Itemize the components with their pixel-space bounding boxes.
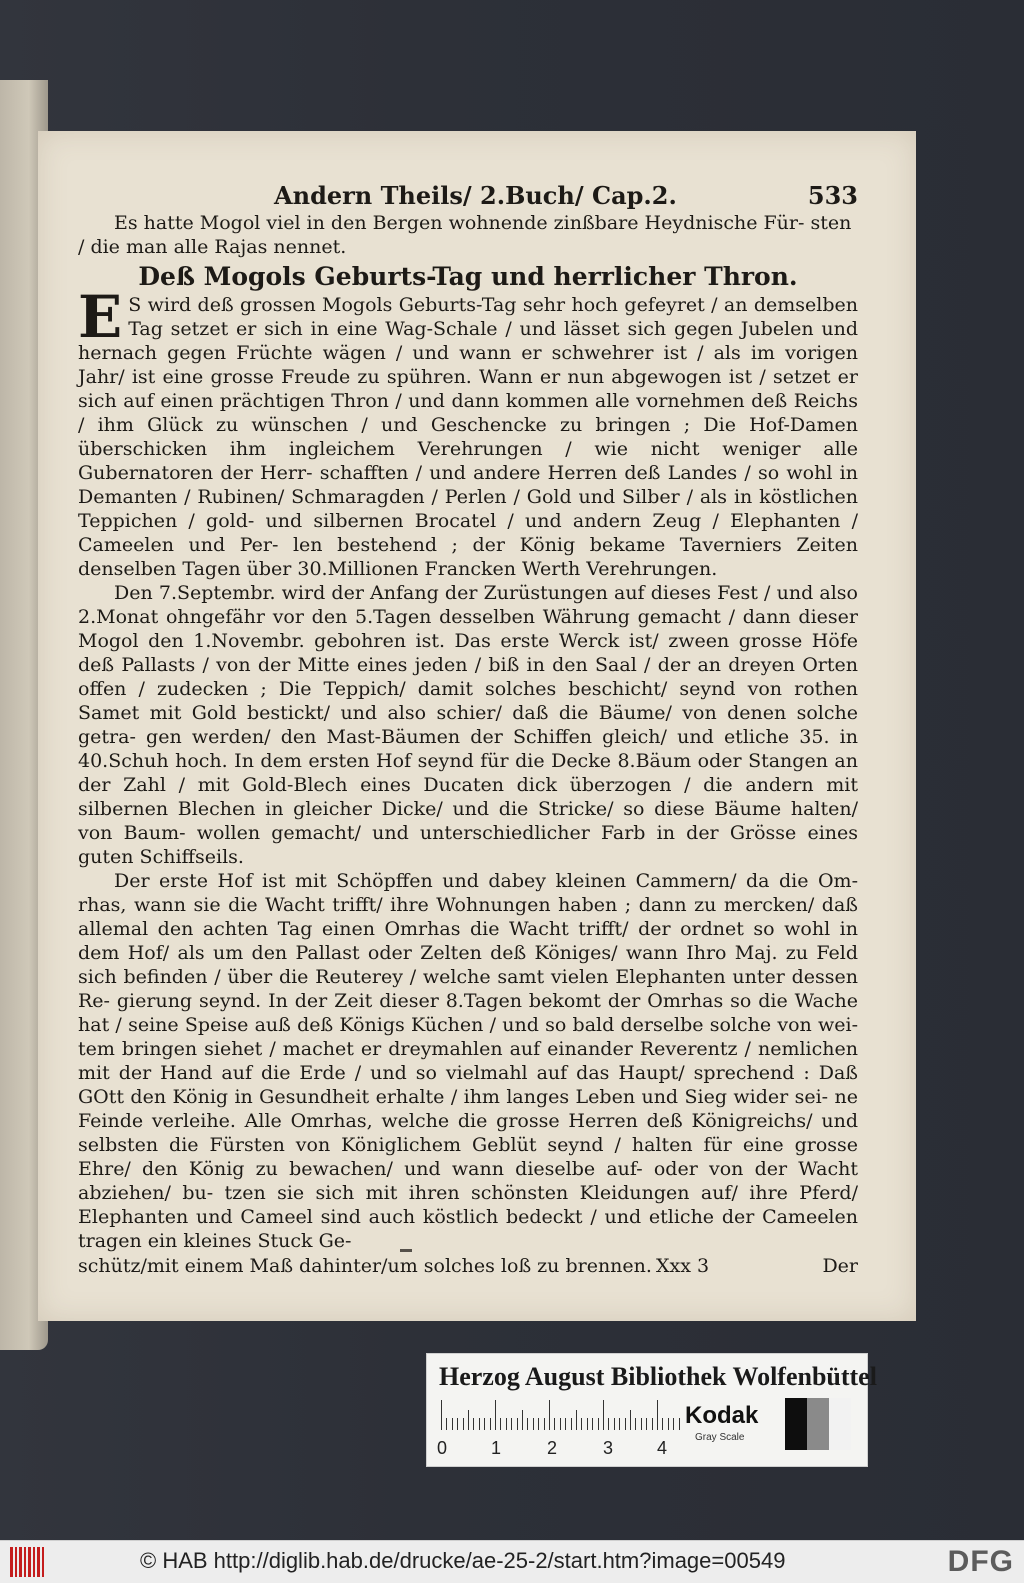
dropcap-initial: E (78, 283, 123, 351)
ruler-tick (484, 1418, 485, 1430)
ruler-tick (657, 1400, 658, 1430)
dfg-logo: DFG (947, 1545, 1014, 1578)
barcode-stripe (28, 1547, 31, 1577)
ruler-tick (614, 1418, 615, 1430)
ruler-tick (560, 1418, 561, 1430)
library-name: Herzog August Bibliothek Wolfenbüttel (439, 1362, 877, 1391)
page-number: 533 (807, 181, 858, 210)
ruler-tick (522, 1410, 523, 1430)
ruler-tick (544, 1418, 545, 1430)
hab-barcode-icon (10, 1547, 46, 1577)
ruler-tick (608, 1418, 609, 1430)
barcode-stripe (10, 1547, 13, 1577)
barcode-stripe (19, 1547, 22, 1577)
ruler-tick (473, 1418, 474, 1430)
page-footer-line (78, 1255, 858, 1283)
ruler-tick (538, 1418, 539, 1430)
barcode-stripe (42, 1547, 44, 1577)
section-title: Deß Mogols Geburts-Tag und herrlicher Thron. (138, 262, 798, 291)
gray-patch-mid (807, 1398, 829, 1450)
ink-mark (400, 1249, 412, 1252)
catchword: Der (822, 1255, 858, 1277)
ruler-tick (511, 1418, 512, 1430)
ruler-tick (673, 1418, 674, 1430)
ruler-tick (506, 1418, 507, 1430)
running-head-title: Andern Theils/ 2.Buch/ Cap.2. (274, 181, 677, 210)
viewer-footer (0, 1540, 1024, 1583)
ruler-tick (646, 1418, 647, 1430)
ruler-tick (495, 1400, 496, 1430)
ruler-tick (652, 1418, 653, 1430)
running-head (78, 181, 858, 211)
ruler-tick (598, 1418, 599, 1430)
kodak-brand: Kodak (685, 1402, 759, 1429)
ruler-tick (603, 1400, 604, 1430)
ruler-tick (468, 1410, 469, 1430)
ruler-tick (630, 1410, 631, 1430)
last-text-line: schütz/mit einem Maß dahinter/um solches loß zu brennen. (78, 1255, 652, 1277)
ruler-tick (549, 1400, 550, 1430)
ruler-tick (517, 1418, 518, 1430)
ruler-tick (571, 1418, 572, 1430)
copyright-url[interactable]: © HAB http://diglib.hab.de/drucke/ae-25-2/start.htm?image=00549 (140, 1548, 786, 1573)
ruler-tick (619, 1418, 620, 1430)
ruler-tick (679, 1418, 680, 1430)
ruler-tick (479, 1418, 480, 1430)
body-paragraph (78, 283, 858, 581)
paragraph-text: S wird deß grossen Mogols Geburts-Tag sehr hoch gefeyret / an demselben Tag setzet er sich in eine Wag-Schale / und lässet sich gegen Jubelen und hernach gegen Früchte wägen / und wann er schwehrer ist / als im vorigen Jahr/ ist eine grosse Freude zu spühren. Wann er nun abgewogen ist / setzet er sich auf einen prächtigen Thron / und dann kommen alle vornehmen deß Reichs / ihm Glück zu wünschen / und Geschencke zu bringen ; Die Hof-Damen überschicken ihm ingleichem Verehrungen / wie nicht weniger alle Gubernatoren der Herr- schafften / und andere Herren deß Landes / so wohl in Demanten / Rubinen/ Schmaragden / Perlen / Gold und Silber / als in köstlichen Teppichen / gold- und silbernen Brocatel / und andern Zeug / Elephanten / Cameelen und Per- len bestehend ; der König bekame Taverniers Zeiten denselben Tagen über 30.Millionen Francken Werth Verehrungen. (78, 294, 858, 580)
ruler-tick (452, 1418, 453, 1430)
ruler-tick (441, 1400, 442, 1430)
ruler-tick (662, 1418, 663, 1430)
ruler-number: 3 (603, 1438, 614, 1458)
gray-scale-label: Gray Scale (695, 1432, 745, 1443)
gray-patch-light (829, 1398, 851, 1450)
body-paragraph: Den 7.Septembr. wird der Anfang der Zurüstungen auf dieses Fest / und also 2.Monat ohngefähr vor den 5.Tagen desselben Währung gemacht / dann dieser Mogol den 1.Novembr. gebohren ist. Das erste Werck ist/ zween grosse Höfe deß Pallasts / von der Mitte eines jeden / biß in den Saal / der an dreyen Orten offen / zudecken ; Die Teppich/ damit solches beschicht/ seynd von rothen Samet mit Gold bestickt/ und also schier/ daß die Bäume/ von denen solche getra- gen werden/ den Mast-Bäumen der Schiffen gleich/ und etliche 35. in 40.Schuh hoch. In dem ersten Hof seynd für die Decke 8.Bäum oder Stangen an der Zahl / mit Gold-Blech eines Ducaten dick überzogen / die andern mit silbernen Blechen in gleicher Dicke/ und die Stricke/ so diese Bäume halten/ von Baum- wollen gemacht/ und unterschiedlicher Farb in der Grösse eines guten Schiffseils. (78, 582, 858, 868)
body-paragraph: Der erste Hof ist mit Schöpffen und dabey kleinen Cammern/ da die Om- rhas, wann sie die Wacht trifft/ ihre Wohnungen haben ; dann zu mercken/ daß allemal den achten Tag einen Omrhas die Wacht trifft/ der ordnet so wohl in dem Hof/ als um den Pallast oder Zelten deß Königes/ wann Ihro Maj. zu Feld sich befinden / über die Reuterey / welche samt vielen Elephanten unter dessen Re- gierung seynd. In der Zeit dieser 8.Tagen bekomt der Omrhas so die Wache hat / seine Speise auß deß Königs Küchen / und so bald derselbe solche von wei- tem bringen siehet / machet er dreymahlen auf einander Reverentz / nemlichen mit der Hand auf die Erde / und so vielmahl auf das Haupt/ sprechend : Daß GOtt den König in Gesundheit erhalte / ihm langes Leben und Sieg wider sei- ne Feinde verleihe. Alle Omrhas, welche die grosse Herren deß Königreichs/ und selbsten die Fürsten von Königlichem Geblüt seynd / halten für eine grosse Ehre/ den König zu bewachen/ und wann dieselbe auf- oder von der Wacht abziehen/ bu- tzen sie sich mit ihren schönsten Kleidungen auf/ ihre Pferd/ Elephanten und Cameel sind auch köstlich bedeckt / und etliche der Cameelen tragen ein kleines Stuck Ge- (78, 870, 858, 1252)
page-text-block (78, 181, 858, 1283)
ruler-tick (668, 1418, 669, 1430)
ruler-tick (565, 1418, 566, 1430)
book-page (38, 131, 916, 1321)
intro-paragraph: Es hatte Mogol viel in den Bergen wohnende zinßbare Heydnische Für- sten / die man alle Rajas nennet. (78, 212, 852, 258)
ruler-tick (554, 1418, 555, 1430)
ruler-tick (490, 1418, 491, 1430)
ruler-number: 0 (437, 1438, 448, 1458)
measurement-ruler (441, 1400, 671, 1430)
ruler-tick (533, 1418, 534, 1430)
ruler-tick (641, 1418, 642, 1430)
ruler-tick (587, 1418, 588, 1430)
ruler-tick (527, 1418, 528, 1430)
barcode-stripe (37, 1547, 40, 1577)
ruler-number: 2 (547, 1438, 558, 1458)
color-scale-card (426, 1353, 877, 1467)
ruler-number: 1 (491, 1438, 502, 1458)
gray-patch-dark (785, 1398, 807, 1450)
signature-mark: Xxx 3 (656, 1255, 710, 1277)
ruler-tick (592, 1418, 593, 1430)
ruler-number: 4 (657, 1438, 668, 1458)
barcode-stripe (24, 1547, 26, 1577)
ruler-tick (625, 1418, 626, 1430)
ruler-tick (581, 1418, 582, 1430)
ruler-tick (446, 1418, 447, 1430)
barcode-stripe (15, 1547, 17, 1577)
ruler-tick (576, 1410, 577, 1430)
ruler-tick (463, 1418, 464, 1430)
ruler-tick (500, 1418, 501, 1430)
barcode-stripe (33, 1547, 35, 1577)
ruler-tick (635, 1418, 636, 1430)
ruler-tick (457, 1418, 458, 1430)
